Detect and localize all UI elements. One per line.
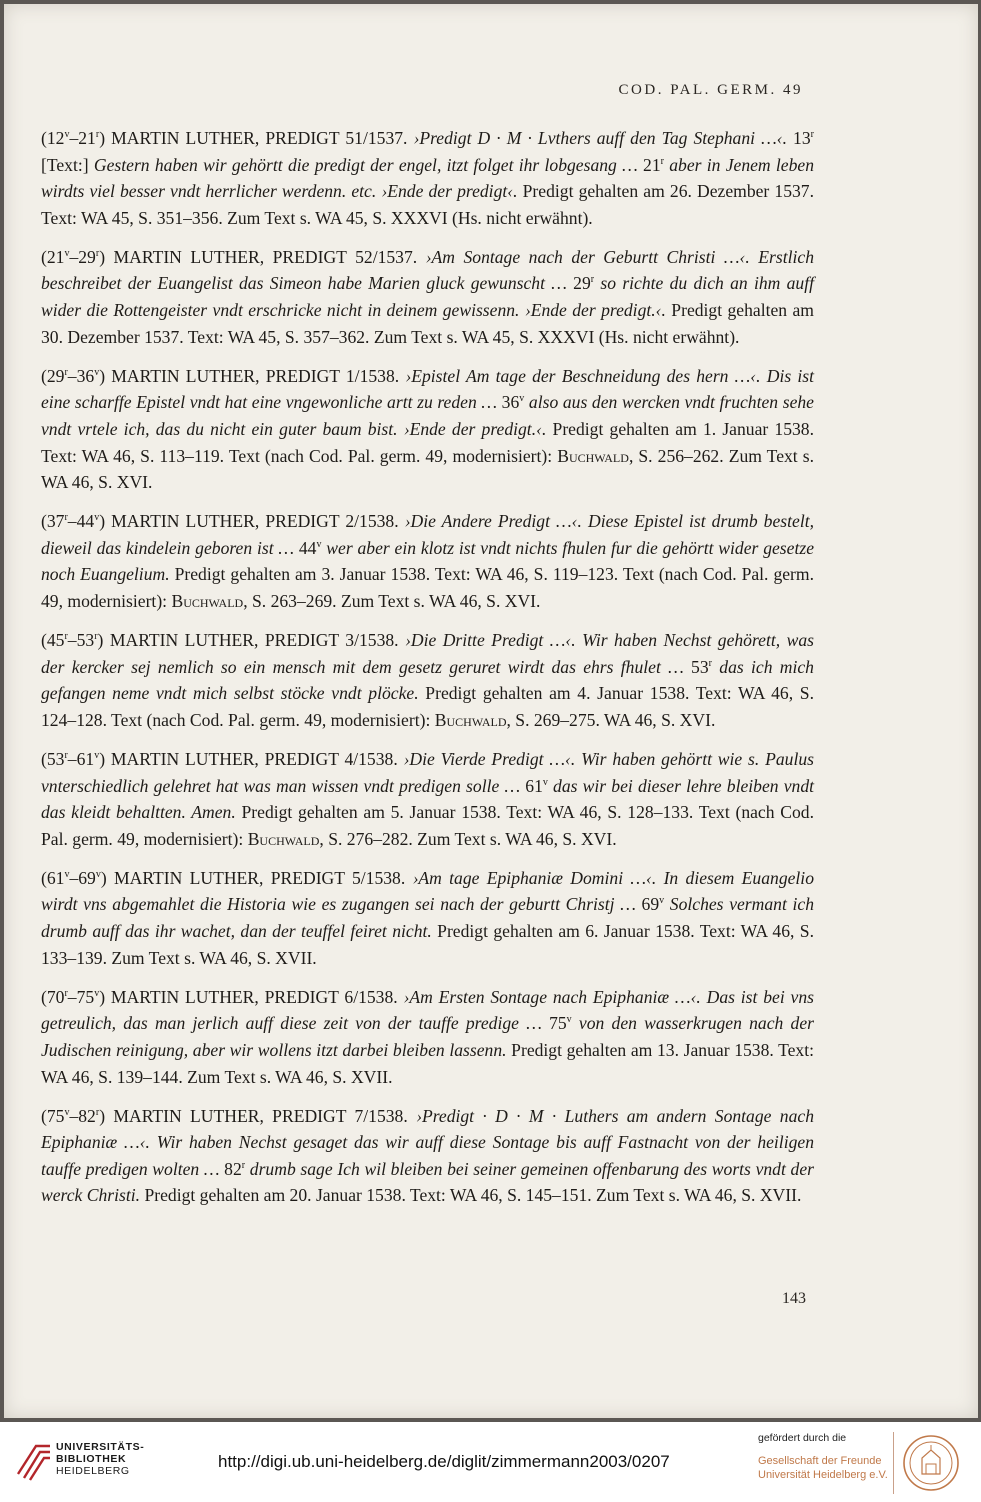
- quoted-incipit: so richte du dich an ihm auff wider die Rottengeister vndt erschricke nicht in deinem gewissenn. ›Ende der predigt.‹.: [41, 273, 814, 321]
- folio-side: r: [94, 631, 98, 643]
- folio-side: v: [659, 895, 665, 907]
- entry-heading: MARTIN LUTHER, PREDIGT 3/1538.: [103, 630, 406, 651]
- permalink[interactable]: [218, 1452, 670, 1472]
- entry-text: , S. 269–275. WA 46, S. XVI.: [506, 709, 716, 730]
- catalog-entry: [41, 244, 814, 350]
- catalog-entry: [41, 865, 814, 971]
- folio-range: ): [99, 1105, 106, 1126]
- entry-heading: MARTIN LUTHER, PREDIGT 2/1538.: [105, 511, 405, 532]
- folio-range: ): [97, 630, 104, 651]
- folio-side: v: [542, 776, 548, 788]
- entry-text: Predigt gehalten am 26. Dezember 1537. Text: WA 45, S. 351–356. Zum Text s. WA 45, S. XXXVI (Hs. nicht erwähnt).: [41, 181, 814, 228]
- entry-text: 21: [637, 154, 661, 175]
- entry-text: , S. 256–262. Zum Text s. WA 46, S. XVI.: [41, 445, 814, 493]
- entry-heading: MARTIN LUTHER, PREDIGT 51/1537.: [105, 128, 414, 148]
- catalog-entry: [41, 1103, 814, 1209]
- sponsor-name-line2: Universität Heidelberg e.V.: [758, 1468, 888, 1481]
- quoted-incipit: ›Die Vierde Predigt …‹. Wir haben gehörtt wie s. Paulus vnterschiedlich gelehret hat was man wissen vndt predigen solle …: [41, 748, 814, 796]
- folio-side: v: [64, 248, 70, 260]
- sponsor-divider: [893, 1432, 894, 1494]
- library-name: [56, 1441, 144, 1477]
- folio-range: (37: [41, 511, 65, 532]
- entry-text: Predigt gehalten am 1. Januar 1538. Text: WA 46, S. 113–119. Text (nach Cod. Pal. germ. 49, modernisiert):: [41, 418, 815, 466]
- quoted-incipit: ›Am tage Epiphaniæ Domini …‹. In diesem Euangelio wirdt vns abgemahlet die Historia wie es zugangen sei nach der geburtt Christj …: [41, 867, 814, 915]
- folio-range: –44: [67, 511, 95, 532]
- running-head: COD. PAL. GERM. 49: [618, 82, 803, 98]
- folio-side: r: [64, 987, 68, 999]
- entry-text: Predigt gehalten am 30. Dezember 1537. Text: WA 45, S. 357–362. Zum Text s. WA 45, S. XXXVI (Hs. nicht erwähnt).: [41, 300, 814, 347]
- folio-side: r: [708, 657, 712, 669]
- entry-text: , S. 263–269. Zum Text s. WA 46, S. XVI.: [243, 591, 541, 611]
- entry-text: Predigt gehalten am 3. Januar 1538. Text: WA 46, S. 119–123. Text (nach Cod. Pal. germ. 49, modernisiert):: [41, 564, 814, 611]
- folio-range: ): [99, 986, 106, 1007]
- folio-side: v: [566, 1014, 572, 1026]
- folio-side: r: [95, 248, 100, 260]
- folio-side: r: [64, 631, 68, 643]
- quoted-incipit: von den wasserkrugen nach der Judischen reinigung, aber wir wollens itzt darbei bleiben lassenn.: [41, 1013, 814, 1060]
- folio-side: v: [64, 129, 70, 141]
- entry-text: 13: [787, 128, 811, 148]
- entry-text: 69: [635, 894, 660, 915]
- folio-side: v: [316, 538, 322, 550]
- entry-text: 44: [294, 537, 317, 558]
- folio-range: –29: [69, 246, 96, 267]
- quoted-incipit: ›Am Ersten Sontage nach Epiphaniæ …‹. Das ist bei vns getreulich, das man jerlich auff diese zeit von der tauffe predige …: [41, 986, 814, 1034]
- permalink-link[interactable]: http://digi.ub.uni-heidelberg.de/diglit/zimmermann2003/0207: [218, 1452, 670, 1471]
- quoted-incipit: aber in Jenem leben wirdts viel besser vndt herrlicher werdenn. etc. ›Ende der predigt‹.: [41, 154, 814, 202]
- catalog-entry: [41, 746, 814, 852]
- folio-range: ): [99, 128, 106, 148]
- quoted-incipit: Gestern haben wir gehörtt die predigt der engel, itzt folget ihr lobgesang …: [93, 154, 638, 175]
- entry-text: Predigt gehalten am 4. Januar 1538. Text: WA 46, S. 124–128. Text (nach Cod. Pal. germ. 49, modernisiert):: [41, 683, 814, 730]
- folio-range: –75: [67, 986, 95, 1007]
- folio-range: ): [99, 748, 106, 769]
- author-reference: Buchwald: [557, 445, 629, 466]
- folio-range: (45: [41, 630, 65, 651]
- catalog-entry: [41, 363, 814, 496]
- entry-text: , S. 276–282. Zum Text s. WA 46, S. XVI.: [319, 828, 617, 849]
- folio-side: r: [95, 129, 100, 141]
- folio-side: v: [64, 1106, 70, 1118]
- quoted-incipit: ›Am Sontage nach der Geburtt Christi …‹. Erstlich beschreibet der Euangelist das Simeon habe Marien gluck gewunscht …: [41, 246, 814, 294]
- entry-heading: MARTIN LUTHER, PREDIGT 5/1538.: [106, 867, 413, 888]
- entry-heading: MARTIN LUTHER, PREDIGT 7/1538.: [105, 1105, 417, 1126]
- page-number: 143: [782, 1290, 806, 1307]
- sponsor-label: gefördert durch die: [758, 1432, 847, 1444]
- library-name-line1: UNIVERSITÄTS-: [56, 1441, 145, 1453]
- folio-range: (12: [41, 128, 65, 148]
- folio-side: r: [810, 129, 814, 141]
- entry-text: Predigt gehalten am 5. Januar 1538. Text: WA 46, S. 128–133. Text (nach Cod. Pal. germ. 49, modernisiert):: [41, 802, 814, 849]
- entry-text: Predigt gehalten am 6. Januar 1538. Text: WA 46, S. 133–139. Zum Text s. WA 46, S. XVII.: [41, 921, 814, 968]
- quoted-incipit: ›Die Dritte Predigt …‹. Wir haben Nechst gehörett, was der kercker sej nemlich so ein mensch mit dem gesetz geruret wirdt das ehrs fhulet …: [41, 630, 814, 677]
- catalog-entry: [41, 984, 814, 1090]
- entry-text: 36: [497, 392, 520, 413]
- quoted-incipit: also aus den wercken vndt fruchten sehe vndt vrtele ich, das du nicht ein guter baum bist. ›Ende der predigt.‹.: [41, 392, 814, 439]
- library-name-line3: HEIDELBERG: [56, 1465, 130, 1477]
- folio-side: v: [94, 987, 100, 999]
- folio-range: (61: [41, 867, 65, 888]
- folio-range: –53: [67, 630, 95, 651]
- entry-text: [Text:]: [41, 154, 94, 175]
- quoted-incipit: Solches vermant ich drumb auff das ihr wachet, dan der teuffel feiret nicht.: [41, 894, 814, 942]
- entry-text: 61: [520, 775, 543, 796]
- folio-range: –36: [67, 365, 95, 386]
- folio-range: (21: [41, 246, 65, 267]
- entry-heading: MARTIN LUTHER, PREDIGT 6/1538.: [105, 986, 404, 1007]
- catalog-entry: [41, 508, 814, 614]
- entry-heading: MARTIN LUTHER, PREDIGT 4/1538.: [105, 748, 404, 769]
- folio-side: v: [95, 868, 101, 880]
- folio-range: ): [99, 246, 106, 267]
- author-reference: Buchwald: [247, 828, 320, 849]
- quoted-incipit: das wir bei dieser lehre bleiben vndt das kleidt behaltten. Amen.: [41, 775, 815, 823]
- sponsor-name: [758, 1455, 888, 1482]
- folio-side: v: [519, 393, 525, 405]
- folio-range: –61: [67, 748, 95, 769]
- entry-text: Predigt gehalten am 20. Januar 1538. Text: WA 46, S. 145–151. Zum Text s. WA 46, S. XVII.: [140, 1185, 802, 1206]
- folio-side: r: [590, 274, 595, 286]
- entry-text: 29: [566, 273, 591, 294]
- folio-range: –21: [69, 128, 96, 148]
- folio-side: r: [241, 1159, 246, 1171]
- catalog-entry: [41, 125, 814, 231]
- folio-side: v: [94, 512, 100, 524]
- folio-side: r: [660, 155, 664, 167]
- folio-range: (29: [41, 365, 65, 386]
- folio-range: (53: [41, 748, 65, 769]
- entry-text: 53: [683, 656, 709, 677]
- folio-side: r: [64, 750, 68, 762]
- folio-range: ): [99, 511, 106, 532]
- library-logo-icon: [14, 1438, 54, 1482]
- quoted-incipit: ›Die Andere Predigt …‹. Diese Epistel ist drumb bestelt, dieweil das kindelein geboren ist …: [41, 511, 814, 558]
- library-name-line2: BIBLIOTHEK: [56, 1453, 127, 1465]
- sponsor-name-line1: Gesellschaft der Freunde: [758, 1455, 882, 1467]
- quoted-incipit: ›Predigt · D · M · Luthers am andern Sontage nach Epiphaniæ …‹. Wir haben Nechst gesaget das wir auff diese Sontage bis auff Fastnacht von der heiligen tauffe predigen wolten …: [41, 1105, 814, 1179]
- catalog-entry: [41, 627, 814, 733]
- folio-range: ): [99, 365, 106, 386]
- entry-text: Predigt gehalten am 13. Januar 1538. Text: WA 46, S. 139–144. Zum Text s. WA 46, S. XVII.: [41, 1039, 814, 1087]
- university-seal-icon: [902, 1434, 960, 1492]
- author-reference: Buchwald: [434, 709, 507, 730]
- entry-text: 82: [219, 1158, 242, 1179]
- entry-heading: MARTIN LUTHER, PREDIGT 1/1538.: [105, 365, 406, 386]
- folio-range: (75: [41, 1105, 65, 1126]
- folio-range: –82: [69, 1105, 96, 1126]
- quoted-incipit: drumb sage Ich wil bleiben bei seiner gemeinen offenbarung des worts vndt der werck Christi.: [41, 1158, 814, 1206]
- folio-side: v: [64, 868, 70, 880]
- folio-side: r: [64, 366, 68, 378]
- folio-side: r: [64, 512, 68, 524]
- viewer-footer: [0, 1422, 981, 1502]
- entry-heading: MARTIN LUTHER, PREDIGT 52/1537.: [105, 246, 426, 267]
- folio-range: ): [100, 867, 107, 888]
- folio-side: v: [94, 750, 100, 762]
- quoted-incipit: das ich mich gefangen neme vndt mich selbst stöcke vndt plöcke.: [41, 656, 814, 704]
- quoted-incipit: ›Predigt D · M · Lvthers auff den Tag Stephani …‹.: [413, 128, 787, 148]
- folio-side: v: [94, 366, 100, 378]
- folio-range: –69: [69, 867, 96, 888]
- entry-list: [41, 125, 814, 1221]
- author-reference: Buchwald: [171, 591, 244, 611]
- quoted-incipit: wer aber ein klotz ist vndt nichts fhulen fur die gehörtt wider gesetze noch Euangelium.: [41, 537, 815, 585]
- folio-side: r: [95, 1106, 100, 1118]
- book-page: [4, 4, 978, 1418]
- entry-text: 75: [541, 1013, 567, 1034]
- folio-range: (70: [41, 986, 65, 1007]
- quoted-incipit: ›Epistel Am tage der Beschneidung des hern …‹. Dis ist eine scharffe Epistel vndt hat eine vngewonliche artt zu reden …: [41, 365, 815, 413]
